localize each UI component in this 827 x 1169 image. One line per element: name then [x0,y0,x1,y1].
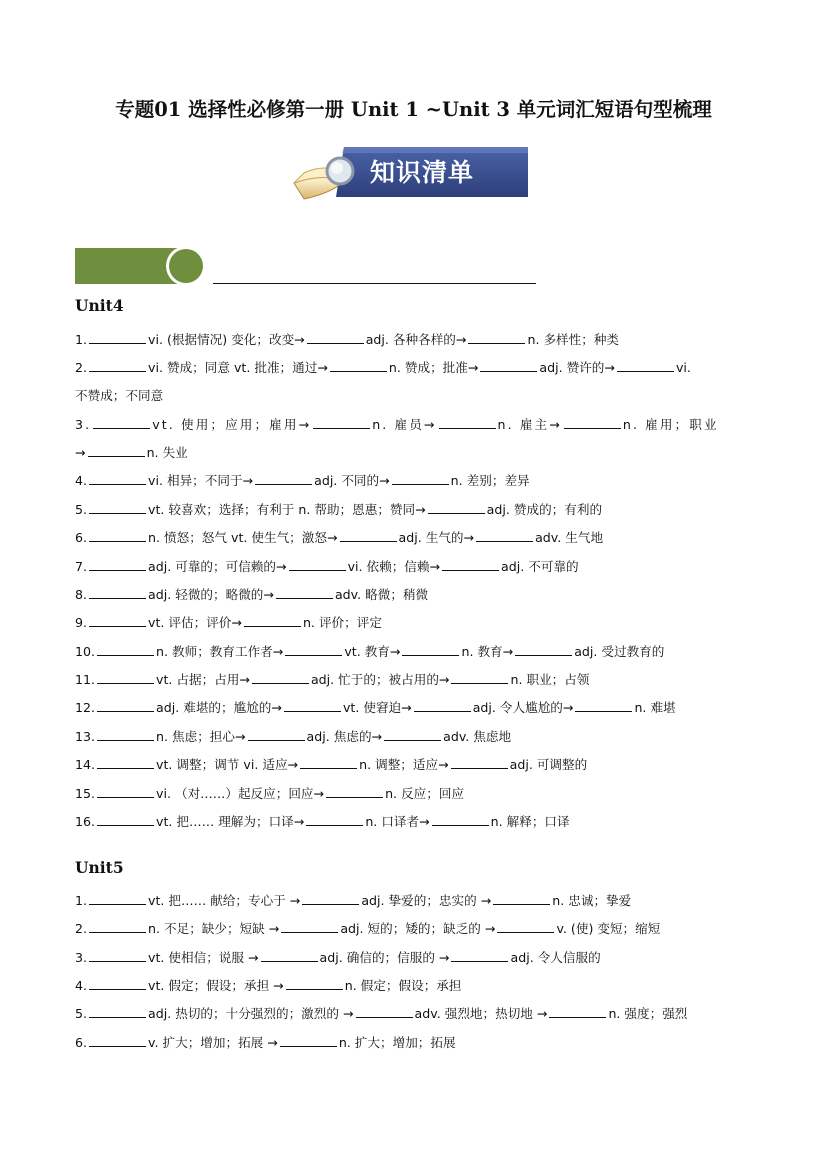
answer-blank[interactable] [497,921,554,933]
answer-blank[interactable] [451,950,508,962]
item-text: n. 口译者→ [365,814,430,829]
answer-blank[interactable] [356,1006,413,1018]
item-text: vi. 赞成；同意 vt. 批准；通过→ [148,360,328,375]
item-text: n. 解释；口译 [490,814,570,829]
answer-blank[interactable] [89,1006,146,1018]
answer-blank[interactable] [289,559,346,571]
banner-text: 知识清单 [370,158,475,187]
vocab-item [75,644,755,660]
answer-blank[interactable] [89,615,146,627]
item-text: adv. 焦虑地 [443,729,512,744]
item-text: adj. 各种各样的→ [365,332,467,347]
item-text: adj. 赞许的→ [539,360,615,375]
answer-blank[interactable] [468,332,525,344]
answer-blank[interactable] [414,700,471,712]
item-text: n. 失业 [146,445,188,460]
item-number: 3. [75,417,92,432]
answer-blank[interactable] [326,786,383,798]
magnifier-icon [327,158,353,184]
answer-blank[interactable] [97,700,154,712]
answer-blank[interactable] [306,814,363,826]
item-number: 10. [75,644,96,659]
item-text: adj. 确信的；信服的 → [319,950,450,965]
item-text: vt. 较喜欢；选择；有利于 n. 帮助；恩惠；赞同→ [148,502,426,517]
answer-blank[interactable] [451,672,508,684]
item-text: adv. 强烈地；热切地 → [414,1006,548,1021]
item-number: 9. [75,615,88,630]
item-text: n. 雇员→ [372,417,437,432]
vocab-item [75,332,755,348]
vocab-item [75,893,755,909]
item-text: adv. 略微；稍微 [334,587,429,602]
item-number: 5. [75,1006,88,1021]
answer-blank[interactable] [476,530,533,542]
item-text: adj. 短的；矮的；缺乏的 → [340,921,496,936]
answer-blank[interactable] [439,417,496,429]
vocab-item [75,950,755,966]
answer-blank[interactable] [89,473,146,485]
answer-blank[interactable] [564,417,621,429]
answer-blank[interactable] [89,332,146,344]
item-text: v. (使) 变短；缩短 [556,921,661,936]
answer-blank[interactable] [392,473,449,485]
section-header-bar [75,246,210,286]
answer-blank[interactable] [252,672,309,684]
item-text: vt. 评估；评价→ [148,615,242,630]
item-text: adj. 忙于的；被占用的→ [310,672,450,687]
answer-blank[interactable] [89,360,146,372]
vocab-item [75,1006,755,1022]
answer-blank[interactable] [261,950,318,962]
vocab-item [75,672,755,688]
answer-blank[interactable] [307,332,364,344]
vocab-item [75,786,755,802]
vocab-item [75,587,755,603]
answer-blank[interactable] [515,644,572,656]
item-text: n. 赞成；批准→ [388,360,479,375]
answer-blank[interactable] [97,644,154,656]
item-text: adj. 受过教育的 [574,644,665,659]
item-text: adj. 不可靠的 [501,559,579,574]
answer-blank[interactable] [451,757,508,769]
item-text: vt. 把…… 献给；专心于 → [148,893,301,908]
answer-blank[interactable] [284,700,341,712]
answer-blank[interactable] [97,757,154,769]
item-text: n. 职业；占领 [510,672,590,687]
page-title: 专题01 选择性必修第一册 Unit 1 ~Unit 3 单元词汇短语句型梳理 [115,98,712,121]
vocab-item [75,757,755,773]
answer-blank[interactable] [480,360,537,372]
item-text: vi. （对……）起反应；回应→ [156,786,325,801]
answer-blank[interactable] [313,417,370,429]
answer-blank[interactable] [89,559,146,571]
item-text: n. 焦虑；担心→ [156,729,246,744]
item-text: adj. 轻微的；略微的→ [148,587,274,602]
answer-blank[interactable] [428,502,485,514]
item-text: n. 忠诚；挚爱 [552,893,632,908]
item-text: vt. 调整；调节 vi. 适应→ [156,757,299,772]
item-number: 4. [75,473,88,488]
answer-blank[interactable] [276,587,333,599]
item-text: n. 评价；评定 [302,615,382,630]
knowledge-list-banner [292,143,528,205]
item-text: n. 雇用；职业 [622,417,719,432]
item-number: 1. [75,332,88,347]
item-number: 11. [75,672,96,687]
item-text: adj. 难堪的；尴尬的→ [156,700,282,715]
answer-blank[interactable] [300,757,357,769]
answer-blank[interactable] [302,893,359,905]
item-number: 13. [75,729,96,744]
answer-blank[interactable] [286,978,343,990]
item-text: vi. 相异；不同于→ [148,473,254,488]
item-text: vt. 使用；应用；雇用→ [152,417,312,432]
item-text: adj. 焦虑的→ [306,729,383,744]
answer-blank[interactable] [330,360,387,372]
item-number: 6. [75,1035,88,1050]
item-text: adj. 令人尴尬的→ [472,700,574,715]
item-text: adj. 令人信服的 [510,950,601,965]
answer-blank[interactable] [89,978,146,990]
vocab-item [75,921,755,937]
item-text: vi. (根据情况) 变化；改变→ [148,332,305,347]
item-text: n. 雇主→ [497,417,562,432]
item-text: v. 扩大；增加；拓展 → [148,1035,278,1050]
item-text: vt. 教育→ [344,644,401,659]
vocab-item [75,1035,755,1051]
section-title-underline [213,283,536,284]
item-text: adj. 不同的→ [314,473,390,488]
item-number: 12. [75,700,96,715]
item-number: 2. [75,360,88,375]
item-text: adj. 可调整的 [509,757,588,772]
item-text: vt. 把…… 理解为；口译→ [156,814,305,829]
vocab-item [75,388,755,404]
item-number: 4. [75,978,88,993]
answer-blank[interactable] [575,700,632,712]
item-text: n. 差别；差异 [450,473,530,488]
item-number: 16. [75,814,96,829]
vocab-item [75,615,755,631]
item-text: → [75,445,86,460]
vocab-item [75,978,755,994]
answer-blank[interactable] [97,786,154,798]
item-text: n. 难堪 [634,700,676,715]
answer-blank[interactable] [402,644,459,656]
item-text: vt. 占据；占用→ [156,672,250,687]
answer-blank[interactable] [97,672,154,684]
item-text: 不赞成；不同意 [75,388,164,403]
item-text: adj. 可靠的；可信赖的→ [148,559,287,574]
vocab-item [75,559,755,575]
answer-blank[interactable] [442,559,499,571]
item-number: 14. [75,757,96,772]
item-text: n. 愤怒；怒气 vt. 使生气；激怒→ [148,530,338,545]
answer-blank[interactable] [248,729,305,741]
answer-blank[interactable] [432,814,489,826]
vocab-item [75,502,755,518]
unit-heading: Unit5 [75,858,124,877]
answer-blank[interactable] [493,893,550,905]
item-number: 8. [75,587,88,602]
answer-blank[interactable] [617,360,674,372]
answer-blank[interactable] [89,921,146,933]
answer-blank[interactable] [89,893,146,905]
item-text: adj. 赞成的；有利的 [486,502,603,517]
item-number: 2. [75,921,88,936]
item-text: n. 扩大；增加；拓展 [338,1035,456,1050]
unit-heading: Unit4 [75,296,124,315]
item-text: adj. 挚爱的；忠实的 → [361,893,492,908]
item-text: vi. [675,360,691,375]
vocab-item [75,814,755,830]
vocab-item [75,700,755,716]
item-text: adj. 生气的→ [398,530,475,545]
item-text: vt. 使窘迫→ [342,700,412,715]
item-number: 1. [75,893,88,908]
item-number: 7. [75,559,88,574]
item-text: adj. 热切的；十分强烈的；激烈的 → [148,1006,354,1021]
vocab-item [75,729,755,745]
answer-blank[interactable] [280,1035,337,1047]
answer-blank[interactable] [89,502,146,514]
answer-blank[interactable] [89,530,146,542]
answer-blank[interactable] [340,530,397,542]
item-text: n. 强度；强烈 [608,1006,688,1021]
item-text: vi. 依赖；信赖→ [347,559,441,574]
vocab-item [75,445,755,461]
answer-blank[interactable] [281,921,338,933]
answer-blank[interactable] [93,417,150,429]
answer-blank[interactable] [89,1035,146,1047]
vocab-item [75,530,755,546]
answer-blank[interactable] [384,729,441,741]
item-text: n. 不足；缺少；短缺 → [148,921,280,936]
answer-blank[interactable] [89,950,146,962]
item-number: 6. [75,530,88,545]
answer-blank[interactable] [97,729,154,741]
vocab-item [75,360,755,376]
item-text: n. 教育→ [461,644,514,659]
vocab-item [75,417,755,433]
vocab-item [75,473,755,489]
item-number: 5. [75,502,88,517]
answer-blank[interactable] [285,644,342,656]
answer-blank[interactable] [89,587,146,599]
answer-blank[interactable] [255,473,312,485]
item-text: n. 调整；适应→ [359,757,449,772]
item-number: 15. [75,786,96,801]
item-text: vt. 使相信；说服 → [148,950,259,965]
item-text: n. 多样性；种类 [527,332,620,347]
item-number: 3. [75,950,88,965]
item-text: vt. 假定；假设；承担 → [148,978,284,993]
item-text: n. 反应；回应 [385,786,465,801]
item-text: n. 假定；假设；承担 [344,978,462,993]
answer-blank[interactable] [244,615,301,627]
item-text: adv. 生气地 [535,530,604,545]
item-text: n. 教师；教育工作者→ [156,644,284,659]
answer-blank[interactable] [97,814,154,826]
answer-blank[interactable] [549,1006,606,1018]
answer-blank[interactable] [88,445,145,457]
